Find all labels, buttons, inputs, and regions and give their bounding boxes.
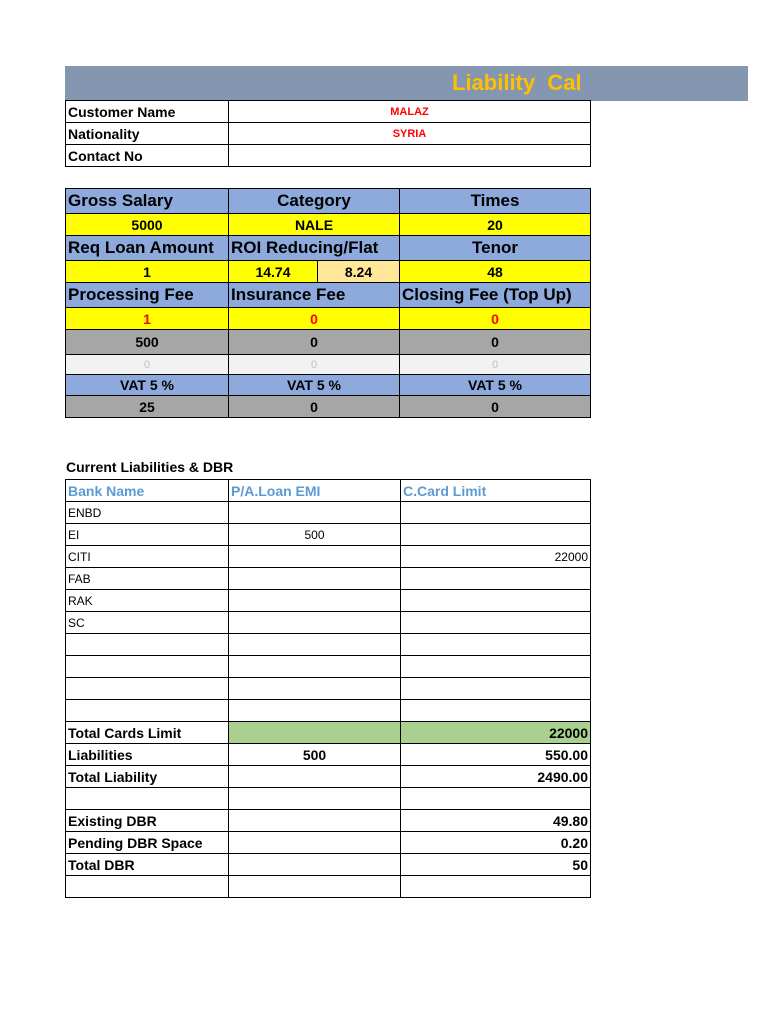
processing-fee-header: Processing Fee <box>66 283 229 308</box>
empty-cell <box>401 788 591 810</box>
table-row <box>66 612 591 634</box>
processing-fee-extra: 0 <box>66 355 229 375</box>
loan-calc-table <box>65 188 591 418</box>
roi-header: ROI Reducing/Flat <box>229 236 400 261</box>
contact-no-value[interactable] <box>229 145 591 167</box>
insurance-vat-value: 0 <box>229 396 400 418</box>
bank-name-cell[interactable]: EI <box>66 524 229 546</box>
card-limit-cell[interactable]: 22000 <box>401 546 591 568</box>
empty-cell <box>229 832 401 854</box>
table-row <box>66 634 591 656</box>
bank-name-cell[interactable]: SC <box>66 612 229 634</box>
card-limit-column-header: C.Card Limit <box>401 480 591 502</box>
nationality-label: Nationality <box>66 123 229 145</box>
insurance-vat-header: VAT 5 % <box>229 375 400 396</box>
empty-cell <box>229 876 401 898</box>
card-limit-cell[interactable] <box>401 502 591 524</box>
table-row <box>66 678 591 700</box>
roi-reducing-value[interactable]: 14.74 <box>229 261 318 283</box>
processing-vat-header: VAT 5 % <box>66 375 229 396</box>
times-value[interactable]: 20 <box>400 214 591 236</box>
empty-cell[interactable] <box>401 634 591 656</box>
liabilities-table <box>65 479 591 898</box>
table-row <box>66 524 591 546</box>
total-cards-limit-label: Total Cards Limit <box>66 722 229 744</box>
table-row <box>66 502 591 524</box>
empty-cell[interactable] <box>66 678 229 700</box>
card-limit-cell[interactable] <box>401 612 591 634</box>
empty-cell[interactable] <box>229 678 401 700</box>
tenor-value[interactable]: 48 <box>400 261 591 283</box>
insurance-fee-extra: 0 <box>229 355 400 375</box>
empty-cell <box>66 788 229 810</box>
customer-name-value[interactable]: MALAZ <box>229 101 591 123</box>
total-cards-limit-value: 22000 <box>401 722 591 744</box>
card-limit-cell[interactable] <box>401 568 591 590</box>
liabilities-value: 550.00 <box>401 744 591 766</box>
empty-cell[interactable] <box>401 656 591 678</box>
closing-vat-value: 0 <box>400 396 591 418</box>
loan-emi-cell[interactable] <box>229 568 401 590</box>
closing-fee-extra: 0 <box>400 355 591 375</box>
card-limit-cell[interactable] <box>401 590 591 612</box>
empty-cell <box>66 876 229 898</box>
bank-name-column-header: Bank Name <box>66 480 229 502</box>
empty-cell <box>229 854 401 876</box>
total-dbr-label: Total DBR <box>66 854 229 876</box>
loan-emi-column-header: P/A.Loan EMI <box>229 480 401 502</box>
total-dbr-value: 50 <box>401 854 591 876</box>
empty-cell[interactable] <box>229 700 401 722</box>
processing-fee-pct[interactable]: 1 <box>66 308 229 330</box>
bank-name-cell[interactable]: CITI <box>66 546 229 568</box>
existing-dbr-value: 49.80 <box>401 810 591 832</box>
closing-fee-header: Closing Fee (Top Up) <box>400 283 591 308</box>
loan-emi-cell[interactable] <box>229 590 401 612</box>
empty-cell[interactable] <box>66 700 229 722</box>
table-row <box>66 546 591 568</box>
total-cards-limit-emi-cell <box>229 722 401 744</box>
sheet-title: Liability Cal <box>452 70 582 95</box>
insurance-fee-amount: 0 <box>229 330 400 355</box>
liabilities-emi-value: 500 <box>229 744 401 766</box>
contact-no-label: Contact No <box>66 145 229 167</box>
req-loan-value[interactable]: 1 <box>66 261 229 283</box>
req-loan-header: Req Loan Amount <box>66 236 229 261</box>
total-liability-value: 2490.00 <box>401 766 591 788</box>
customer-info-table <box>65 100 591 167</box>
title-banner <box>65 66 748 101</box>
customer-name-label: Customer Name <box>66 101 229 123</box>
closing-vat-header: VAT 5 % <box>400 375 591 396</box>
category-header: Category <box>229 189 400 214</box>
pending-dbr-label: Pending DBR Space <box>66 832 229 854</box>
loan-emi-cell[interactable] <box>229 612 401 634</box>
table-row <box>66 656 591 678</box>
loan-emi-cell[interactable] <box>229 502 401 524</box>
empty-cell[interactable] <box>66 634 229 656</box>
bank-name-cell[interactable]: RAK <box>66 590 229 612</box>
table-row <box>66 568 591 590</box>
loan-emi-cell[interactable]: 500 <box>229 524 401 546</box>
loan-emi-cell[interactable] <box>229 546 401 568</box>
closing-fee-pct[interactable]: 0 <box>400 308 591 330</box>
empty-cell[interactable] <box>401 678 591 700</box>
processing-vat-value: 25 <box>66 396 229 418</box>
empty-cell[interactable] <box>66 656 229 678</box>
empty-cell <box>229 766 401 788</box>
bank-name-cell[interactable]: ENBD <box>66 502 229 524</box>
closing-fee-amount: 0 <box>400 330 591 355</box>
gross-salary-value[interactable]: 5000 <box>66 214 229 236</box>
table-row <box>66 700 591 722</box>
total-liability-label: Total Liability <box>66 766 229 788</box>
empty-cell[interactable] <box>401 700 591 722</box>
category-value[interactable]: NALE <box>229 214 400 236</box>
bank-name-cell[interactable]: FAB <box>66 568 229 590</box>
empty-cell <box>401 876 591 898</box>
tenor-header: Tenor <box>400 236 591 261</box>
card-limit-cell[interactable] <box>401 524 591 546</box>
gross-salary-header: Gross Salary <box>66 189 229 214</box>
empty-cell[interactable] <box>229 634 401 656</box>
insurance-fee-header: Insurance Fee <box>229 283 400 308</box>
times-header: Times <box>400 189 591 214</box>
liabilities-section-title: Current Liabilities & DBR <box>66 459 234 475</box>
table-row <box>66 590 591 612</box>
roi-flat-value[interactable]: 8.24 <box>318 261 400 283</box>
empty-cell[interactable] <box>229 656 401 678</box>
nationality-value[interactable]: SYRIA <box>229 123 591 145</box>
pending-dbr-value: 0.20 <box>401 832 591 854</box>
existing-dbr-label: Existing DBR <box>66 810 229 832</box>
empty-cell <box>229 788 401 810</box>
insurance-fee-pct[interactable]: 0 <box>229 308 400 330</box>
liabilities-label: Liabilities <box>66 744 229 766</box>
empty-cell <box>229 810 401 832</box>
processing-fee-amount: 500 <box>66 330 229 355</box>
